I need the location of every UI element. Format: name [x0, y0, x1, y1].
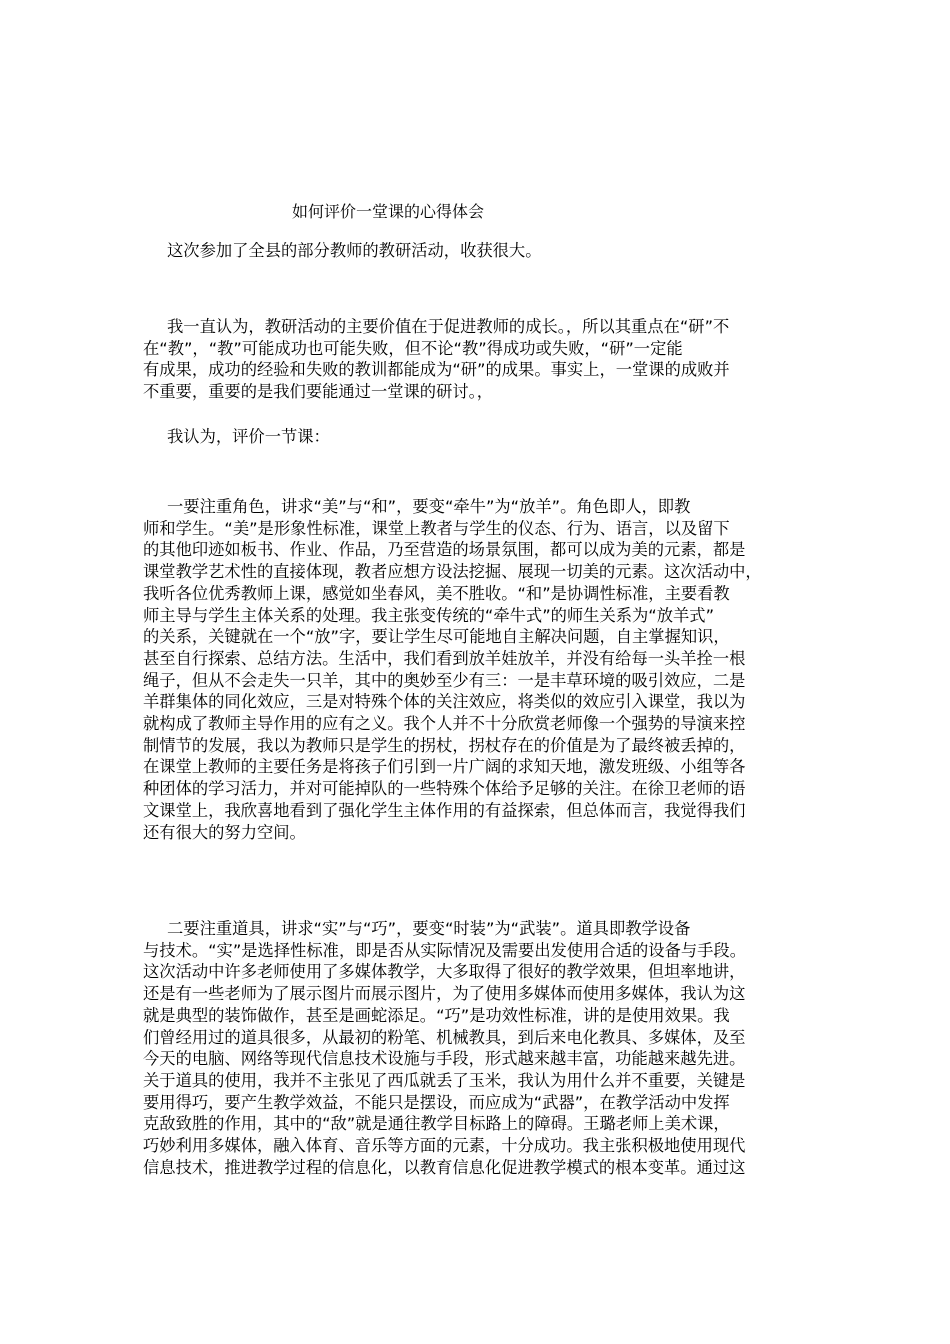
- paragraph-line: 师和学生。“美”是形象性标准，课堂上教者与学生的仪态、行为、语言，以及留下: [143, 518, 730, 538]
- paragraph-line: 这次活动中许多老师使用了多媒体教学，大多取得了很好的教学效果，但坦率地讲，: [143, 962, 746, 982]
- paragraph-line: 不重要，重要的是我们要能通过一堂课的研讨。，: [143, 382, 494, 402]
- paragraph-line: 的其他印迹如板书、作业、作品，乃至营造的场景氛围，都可以成为美的元素，都是: [143, 540, 746, 560]
- paragraph-line: 还是有一些老师为了展示图片而展示图片，为了使用多媒体而使用多媒体，我认为这: [143, 984, 746, 1004]
- paragraph-line: 在“教”，“教”可能成功也可能失败，但不论“教”得成功或失败，“研”一定能: [143, 338, 683, 358]
- paragraph-line: 甚至自行探索、总结方法。生活中，我们看到放羊娃放羊，并没有给每一头羊拴一根: [143, 648, 746, 668]
- paragraph-line: 就构成了教师主导作用的应有之义。我个人并不十分欣赏老师像一个强势的导演来控: [143, 714, 746, 734]
- paragraph-line: 文课堂上，我欣喜地看到了强化学生主体作用的有益探索，但总体而言，我觉得我们: [143, 800, 746, 820]
- paragraph-line: 课堂教学艺术性的直接体现，教者应想方设法挖掘、展现一切美的元素。这次活动中，: [143, 562, 762, 582]
- intro-line: 这次参加了全县的部分教师的教研活动，收获很大。: [167, 241, 542, 260]
- paragraph-line: 还有很大的努力空间。: [143, 822, 306, 842]
- paragraph-line: 巧妙利用多媒体，融入体育、音乐等方面的元素，十分成功。我主张积极地使用现代: [143, 1136, 746, 1156]
- paragraph-line: 的关系，关键就在一个“放”字，要让学生尽可能地自主解决问题，自主掌握知识，: [143, 627, 730, 647]
- paragraph-line: 制情节的发展，我以为教师只是学生的拐杖，拐杖存在的价值是为了最终被丢掉的，: [143, 735, 746, 755]
- paragraph-line: 信息技术，推进教学过程的信息化，以教育信息化促进教学模式的根本变革。通过这: [143, 1157, 746, 1177]
- evaluation-intro-paragraph: [143, 426, 827, 448]
- paragraph-line: 在课堂上教师的主要任务是将孩子们引到一片广阔的求知天地，激发班级、小组等各: [143, 757, 746, 777]
- paragraph-line: 要用得巧，要产生教学效益，不能只是摆设，而应成为“武器”，在教学活动中发挥: [143, 1092, 730, 1112]
- paragraph-line: 就是典型的装饰做作，甚至是画蛇添足。“巧”是功效性标准，讲的是使用效果。我: [143, 1005, 730, 1025]
- paragraph-line: 关于道具的使用，我并不主张见了西瓜就丢了玉米，我认为用什么并不重要，关键是: [143, 1070, 746, 1090]
- paragraph-line: 一要注重角色，讲求“美”与“和”，要变“牵牛”为“放羊”。角色即人，即教: [167, 497, 691, 516]
- paragraph-line: 我听各位优秀教师上课，感觉如坐春风，美不胜收。“和”是协调性标准，主要看教: [143, 583, 730, 603]
- paragraph-tools: [143, 918, 803, 1178]
- paragraph-line: 羊群集体的同化效应，三是对特殊个体的关注效应，将类似的效应引入课堂，我以为: [143, 692, 746, 712]
- paragraph-teaching-research: [143, 316, 803, 403]
- evaluation-intro-line: 我认为，评价一节课：: [167, 427, 330, 446]
- paragraph-line: 克敌致胜的作用，其中的“敌”就是通往教学目标路上的障碍。王璐老师上美术课，: [143, 1114, 730, 1134]
- paragraph-line: 们曾经用过的道具很多，从最初的粉笔、机械教具，到后来电化教具、多媒体，及至: [143, 1027, 746, 1047]
- document-title: 如何评价一堂课的心得体会: [292, 202, 485, 221]
- paragraph-line: 二要注重道具，讲求“实”与“巧”，要变“时装”为“武装”。道具即教学设备: [167, 919, 691, 938]
- paragraph-line: 与技术。“实”是选择性标准，即是否从实际情况及需要出发使用合适的设备与手段。: [143, 940, 746, 960]
- paragraph-line: 绳子，但从不会走失一只羊，其中的奥妙至少有三：一是丰草环境的吸引效应，二是: [143, 670, 746, 690]
- paragraph-line: 我一直认为，教研活动的主要价值在于促进教师的成长。，所以其重点在“研”不: [167, 317, 730, 336]
- paragraph-line: 种团体的学习活力，并对可能掉队的一些特殊个体给予足够的关注。在徐卫老师的语: [143, 779, 746, 799]
- paragraph-line: 师主导与学生主体关系的处理。我主张变传统的“牵牛式”的师生关系为“放羊式”: [143, 605, 715, 625]
- paragraph-line: 有成果，成功的经验和失败的教训都能成为“研”的成果。事实上，一堂课的成败并: [143, 360, 730, 380]
- intro-paragraph: [143, 240, 827, 262]
- paragraph-roles: [143, 496, 803, 843]
- paragraph-line: 今天的电脑、网络等现代信息技术设施与手段，形式越来越丰富，功能越来越先进。: [143, 1049, 746, 1069]
